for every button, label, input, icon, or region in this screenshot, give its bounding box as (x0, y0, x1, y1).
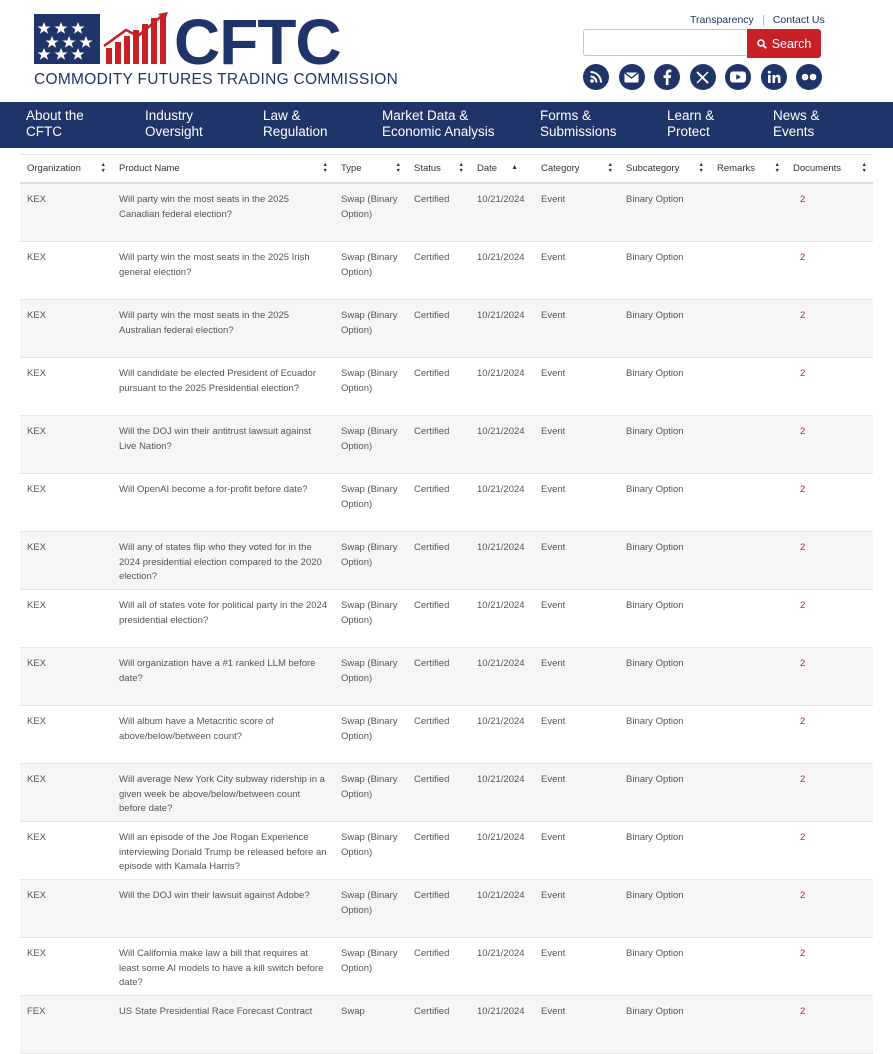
cell-status: Certified (407, 242, 470, 300)
table-header-row (20, 155, 873, 184)
nav-label-line1: Industry (145, 108, 194, 123)
cell-category: Event (534, 590, 619, 648)
nav-learn-protect[interactable] (667, 108, 714, 140)
cell-status: Certified (407, 416, 470, 474)
cell-status: Certified (407, 300, 470, 358)
x-icon[interactable] (690, 64, 716, 90)
table-row (20, 996, 873, 1054)
nav-label-line2: Regulation (263, 124, 328, 139)
cell-status: Certified (407, 590, 470, 648)
cell-date: 10/21/2024 (470, 358, 534, 416)
cell-organization: KEX (20, 416, 112, 474)
table-row (20, 648, 873, 706)
site-header (0, 0, 893, 102)
cell-subcategory: Binary Option (619, 532, 710, 590)
column-header-documents[interactable] (786, 155, 873, 184)
cell-documents[interactable]: 2 (786, 590, 873, 648)
cell-organization: KEX (20, 706, 112, 764)
nav-news-events[interactable] (773, 108, 820, 140)
sort-icon: ▲ ▼ (322, 162, 328, 174)
nav-label-line2: Submissions (540, 124, 617, 139)
cell-type: Swap (Binary Option) (334, 764, 407, 822)
cell-remarks (710, 648, 786, 706)
cell-type: Swap (Binary Option) (334, 648, 407, 706)
cell-status: Certified (407, 706, 470, 764)
cell-remarks (710, 996, 786, 1054)
cell-subcategory: Binary Option (619, 474, 710, 532)
cell-product-name: Will album have a Metacritic score of above/below/between count? (112, 706, 334, 764)
cell-remarks (710, 416, 786, 474)
cell-remarks (710, 938, 786, 996)
cell-product-name: Will OpenAI become a for-profit before date? (112, 474, 334, 532)
cell-subcategory: Binary Option (619, 416, 710, 474)
cell-category: Event (534, 938, 619, 996)
cell-status: Certified (407, 880, 470, 938)
cell-remarks (710, 300, 786, 358)
cell-date: 10/21/2024 (470, 474, 534, 532)
nav-label-line1: News & (773, 108, 820, 123)
cell-type: Swap (Binary Option) (334, 474, 407, 532)
table-row (20, 706, 873, 764)
cell-date: 10/21/2024 (470, 590, 534, 648)
column-header-remarks[interactable] (710, 155, 786, 184)
table-row (20, 358, 873, 416)
nav-market-data[interactable] (382, 108, 495, 140)
nav-forms-submissions[interactable] (540, 108, 617, 140)
flickr-icon[interactable] (796, 64, 822, 90)
cell-status: Certified (407, 474, 470, 532)
sort-icon: ▲ ▼ (458, 162, 464, 174)
logo-subtitle: COMMODITY FUTURES TRADING COMMISSION (34, 71, 399, 88)
cell-date: 10/21/2024 (470, 532, 534, 590)
cell-documents[interactable]: 2 (786, 358, 873, 416)
cell-remarks (710, 764, 786, 822)
table-row (20, 764, 873, 822)
cell-remarks (710, 532, 786, 590)
cell-category: Event (534, 648, 619, 706)
cell-documents[interactable]: 2 (786, 880, 873, 938)
cell-category: Event (534, 706, 619, 764)
cell-type: Swap (Binary Option) (334, 242, 407, 300)
table-row (20, 416, 873, 474)
nav-label-line1: About the (26, 108, 84, 123)
table-row (20, 880, 873, 938)
sort-ascending-icon: ▲ (511, 164, 518, 171)
table-row (20, 300, 873, 358)
cell-category: Event (534, 183, 619, 242)
nav-label-line1: Learn & (667, 108, 715, 123)
cell-status: Certified (407, 822, 470, 880)
cell-subcategory: Binary Option (619, 880, 710, 938)
cell-type: Swap (Binary Option) (334, 880, 407, 938)
cell-date: 10/21/2024 (470, 183, 534, 242)
cell-organization: KEX (20, 648, 112, 706)
nav-label-line1: Forms & (540, 108, 592, 123)
cell-subcategory: Binary Option (619, 590, 710, 648)
cell-status: Certified (407, 996, 470, 1054)
sort-icon: ▲ ▼ (774, 162, 780, 174)
cell-remarks (710, 358, 786, 416)
cell-remarks (710, 242, 786, 300)
nav-label-line2: Events (773, 124, 815, 139)
cell-category: Event (534, 300, 619, 358)
cell-type: Swap (Binary Option) (334, 358, 407, 416)
cell-status: Certified (407, 358, 470, 416)
cell-date: 10/21/2024 (470, 938, 534, 996)
search-input[interactable] (583, 29, 746, 56)
table-row (20, 474, 873, 532)
cell-type: Swap (Binary Option) (334, 938, 407, 996)
cell-date: 10/21/2024 (470, 880, 534, 938)
cell-product-name: US State Presidential Race Forecast Contract (112, 996, 334, 1054)
column-header-product-name[interactable] (112, 155, 334, 184)
cell-product-name: Will candidate be elected President of Ecuador pursuant to the 2025 Presidential election? (112, 358, 334, 416)
cell-date: 10/21/2024 (470, 764, 534, 822)
cell-remarks (710, 474, 786, 532)
facebook-icon[interactable] (654, 64, 680, 90)
main-nav (0, 102, 893, 148)
cell-date: 10/21/2024 (470, 648, 534, 706)
cell-documents[interactable]: 2 (786, 996, 873, 1054)
cell-category: Event (534, 416, 619, 474)
nav-label-line2: Protect (667, 124, 710, 139)
sort-icon: ▲ ▼ (861, 162, 867, 174)
youtube-icon[interactable] (725, 64, 751, 90)
cell-product-name: Will the DOJ win their lawsuit against Adobe? (112, 880, 334, 938)
column-header-label: Product Name (119, 163, 180, 174)
cell-category: Event (534, 822, 619, 880)
cell-subcategory: Binary Option (619, 183, 710, 242)
cell-product-name: Will California make law a bill that requires at least some AI models to have a kill switch before date? (112, 938, 334, 996)
cell-subcategory: Binary Option (619, 300, 710, 358)
cell-subcategory: Binary Option (619, 996, 710, 1054)
column-header-category[interactable] (534, 155, 619, 184)
table-row (20, 938, 873, 996)
table-row (20, 532, 873, 590)
column-header-type[interactable] (334, 155, 407, 184)
cell-date: 10/21/2024 (470, 300, 534, 358)
svg-text:CFTC: CFTC (174, 12, 341, 78)
sort-icon: ▲ ▼ (100, 162, 106, 174)
cell-type: Swap (Binary Option) (334, 590, 407, 648)
nav-label-line2: Oversight (145, 124, 203, 139)
search-button-label: Search (771, 36, 812, 51)
search-icon (757, 39, 767, 49)
cell-organization: KEX (20, 242, 112, 300)
cell-remarks (710, 706, 786, 764)
cell-product-name: Will party win the most seats in the 2025 Australian federal election? (112, 300, 334, 358)
column-header-label: Type (341, 163, 362, 174)
nav-about-the-cftc[interactable] (26, 108, 84, 140)
cell-date: 10/21/2024 (470, 416, 534, 474)
column-header-label: Date (477, 163, 498, 174)
cell-organization: FEX (20, 996, 112, 1054)
cell-product-name: Will party win the most seats in the 2025 Irish general election? (112, 242, 334, 300)
cell-organization: KEX (20, 590, 112, 648)
cell-product-name: Will average New York City subway ridership in a given week be above/below/between count before date? (112, 764, 334, 822)
cell-subcategory: Binary Option (619, 764, 710, 822)
cell-subcategory: Binary Option (619, 648, 710, 706)
cell-product-name: Will party win the most seats in the 2025 Canadian federal election? (112, 183, 334, 242)
cell-remarks (710, 590, 786, 648)
table-row (20, 242, 873, 300)
cell-product-name: Will organization have a #1 ranked LLM before date? (112, 648, 334, 706)
column-header-label: Status (414, 163, 441, 174)
cell-date: 10/21/2024 (470, 822, 534, 880)
cell-organization: KEX (20, 474, 112, 532)
nav-label-line2: Economic Analysis (382, 124, 495, 139)
cell-category: Event (534, 764, 619, 822)
cell-product-name: Will an episode of the Joe Rogan Experience interviewing Donald Trump be released before an episode with Kamala Harris? (112, 822, 334, 880)
nav-law-regulation[interactable] (263, 108, 328, 140)
column-header-status[interactable] (407, 155, 470, 184)
nav-label-line1: Law & (263, 108, 301, 123)
sort-icon: ▲ ▼ (607, 162, 613, 174)
cell-category: Event (534, 880, 619, 938)
cell-organization: KEX (20, 938, 112, 996)
cell-date: 10/21/2024 (470, 996, 534, 1054)
contact-us-link[interactable]: Contact Us (772, 14, 825, 26)
nav-label-line1: Market Data & (382, 108, 469, 123)
column-header-label: Category (541, 163, 580, 174)
cell-remarks (710, 183, 786, 242)
cell-type: Swap (334, 996, 407, 1054)
cell-subcategory: Binary Option (619, 938, 710, 996)
cell-documents[interactable]: 2 (786, 938, 873, 996)
social-links (583, 64, 822, 90)
cell-category: Event (534, 474, 619, 532)
cell-documents[interactable]: 2 (786, 648, 873, 706)
cell-type: Swap (Binary Option) (334, 300, 407, 358)
cell-documents[interactable]: 2 (786, 183, 873, 242)
cell-documents[interactable]: 2 (786, 416, 873, 474)
cell-product-name: Will all of states vote for political party in the 2024 presidential election? (112, 590, 334, 648)
cell-remarks (710, 822, 786, 880)
cell-documents[interactable]: 2 (786, 300, 873, 358)
cell-type: Swap (Binary Option) (334, 183, 407, 242)
cell-documents[interactable]: 2 (786, 474, 873, 532)
cell-subcategory: Binary Option (619, 706, 710, 764)
products-table (20, 154, 873, 1054)
cell-organization: KEX (20, 764, 112, 822)
column-header-date[interactable] (470, 155, 534, 184)
column-header-label: Remarks (717, 163, 756, 174)
cell-status: Certified (407, 938, 470, 996)
cell-type: Swap (Binary Option) (334, 532, 407, 590)
products-table-container (20, 154, 873, 1054)
email-icon[interactable] (619, 64, 645, 90)
cell-status: Certified (407, 648, 470, 706)
cell-product-name: Will any of states flip who they voted for in the 2024 presidential election compared to the 2020 election? (112, 532, 334, 590)
sort-icon: ▲ ▼ (395, 162, 401, 174)
nav-industry-oversight[interactable] (145, 108, 203, 140)
cell-category: Event (534, 532, 619, 590)
cell-organization: KEX (20, 532, 112, 590)
column-header-label: Organization (27, 163, 81, 174)
cell-status: Certified (407, 183, 470, 242)
column-header-label: Subcategory (626, 163, 680, 174)
table-row (20, 822, 873, 880)
cell-subcategory: Binary Option (619, 242, 710, 300)
cell-category: Event (534, 242, 619, 300)
cell-type: Swap (Binary Option) (334, 416, 407, 474)
cell-documents[interactable]: 2 (786, 242, 873, 300)
cell-subcategory: Binary Option (619, 358, 710, 416)
table-row (20, 183, 873, 242)
link-divider (763, 15, 764, 26)
cell-status: Certified (407, 532, 470, 590)
column-header-subcategory[interactable] (619, 155, 710, 184)
cell-organization: KEX (20, 880, 112, 938)
cell-type: Swap (Binary Option) (334, 822, 407, 880)
sort-icon: ▲ ▼ (698, 162, 704, 174)
table-row (20, 590, 873, 648)
nav-label-line2: CFTC (26, 124, 62, 139)
cell-product-name: Will the DOJ win their antitrust lawsuit against Live Nation? (112, 416, 334, 474)
transparency-link[interactable]: Transparency (690, 14, 754, 26)
cell-type: Swap (Binary Option) (334, 706, 407, 764)
cell-documents[interactable]: 2 (786, 822, 873, 880)
cell-organization: KEX (20, 822, 112, 880)
cell-organization: KEX (20, 300, 112, 358)
cell-status: Certified (407, 764, 470, 822)
linkedin-icon[interactable] (761, 64, 787, 90)
cell-category: Event (534, 996, 619, 1054)
cell-organization: KEX (20, 358, 112, 416)
cell-remarks (710, 880, 786, 938)
search-button[interactable] (747, 29, 821, 58)
cell-date: 10/21/2024 (470, 706, 534, 764)
column-header-label: Documents (793, 163, 842, 174)
cell-subcategory: Binary Option (619, 822, 710, 880)
cell-documents[interactable]: 2 (786, 532, 873, 590)
cell-date: 10/21/2024 (470, 242, 534, 300)
cell-organization: KEX (20, 183, 112, 242)
cell-category: Event (534, 358, 619, 416)
utility-links (690, 14, 825, 26)
rss-icon[interactable] (583, 64, 609, 90)
cell-documents[interactable]: 2 (786, 706, 873, 764)
column-header-organization[interactable] (20, 155, 112, 184)
cell-documents[interactable]: 2 (786, 764, 873, 822)
